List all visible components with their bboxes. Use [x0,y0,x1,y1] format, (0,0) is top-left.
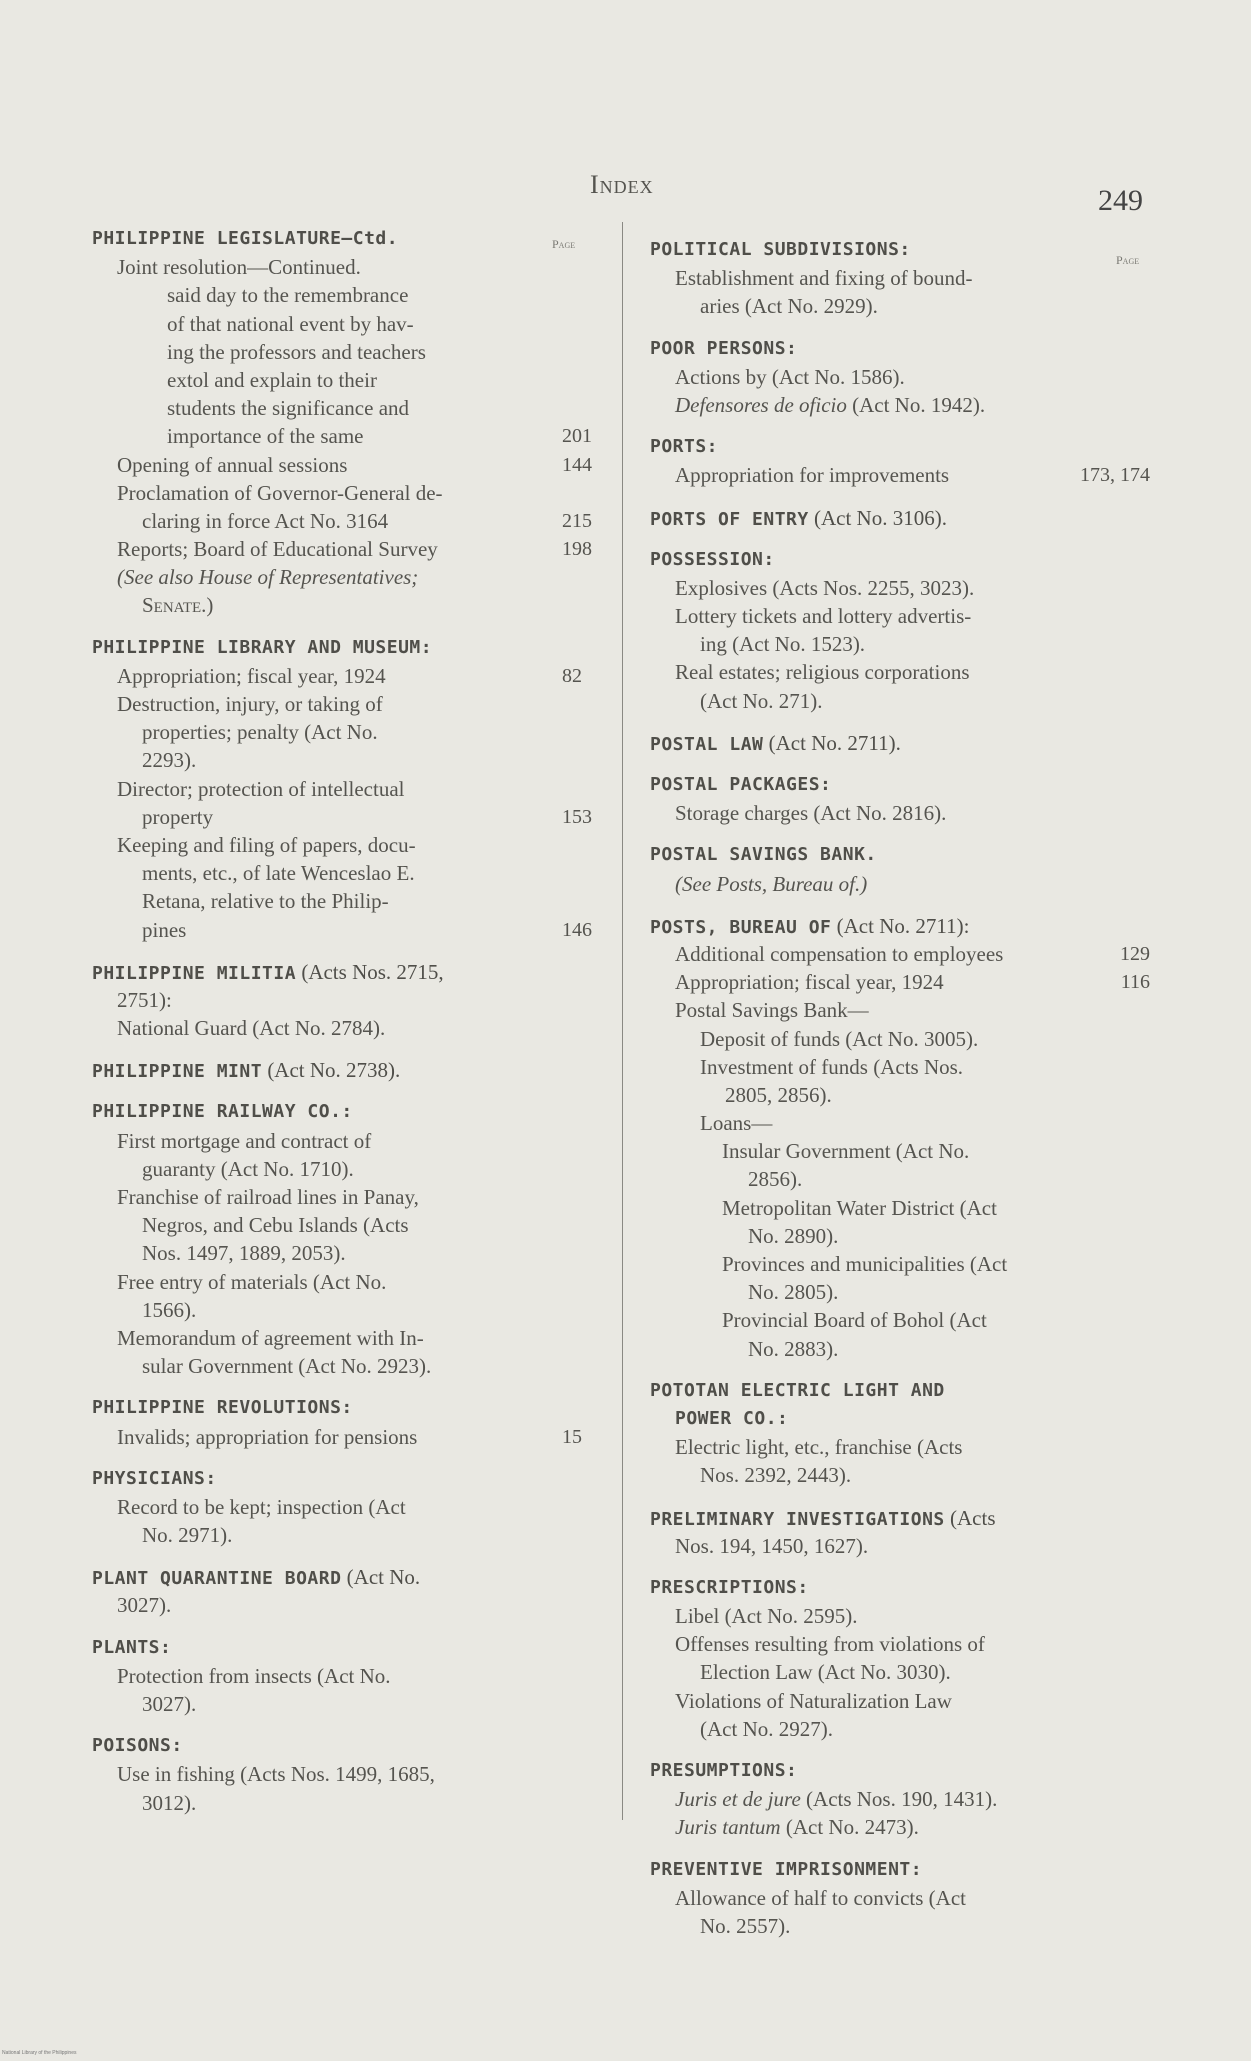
entry-text: POSSESSION: [650,548,775,570]
entry-text: Real estates; religious corporations [675,660,970,685]
entry-text: PHYSICIANS: [92,1467,217,1489]
entry-text: Actions by (Act No. 1586). [675,364,905,389]
entry-text: Loans— [700,1111,773,1136]
index-entry [650,1306,1150,1334]
index-entry [650,1658,1150,1686]
entry-text: Retana, relative to the Philip- [142,889,389,914]
entry-text: 3012). [142,1790,197,1815]
entry-text: sular Government (Act No. 2923). [142,1354,432,1379]
entry-text: Lottery tickets and lottery advertis- [675,604,972,629]
entry-text: aries (Act No. 2929). [700,294,878,319]
index-heading [650,1757,1150,1785]
entry-text: Explosives (Acts Nos. 2255, 3023). [675,575,975,600]
entry-text: (See Posts, Bureau of.) [675,871,868,896]
entry-text: POOR PERSONS: [650,337,798,359]
index-heading [92,1465,607,1493]
entry-text: PORTS: [650,436,719,458]
entry-reference: (Act No. 2738). [262,1058,401,1083]
entry-text: 2293). [142,748,197,773]
index-entry [650,1687,1150,1715]
entry-text: POISONS: [92,1735,183,1757]
page-reference: 15 [562,1425,582,1448]
scan-caption: National Library of the Philippines [2,2050,77,2056]
entry-text: Insular Government (Act No. [722,1139,970,1164]
entry-text: Memorandum of agreement with In- [117,1325,424,1350]
page-reference: 129 [1120,942,1150,965]
index-entry [92,986,607,1014]
entry-text: Joint resolution—Continued. [117,255,361,280]
index-entry [92,451,607,479]
index-entry [92,1296,607,1324]
index-entry [650,658,1150,686]
index-heading [650,1856,1150,1884]
index-heading [92,1634,607,1662]
entry-text: 2751): [117,987,172,1012]
entry-text: Keeping and filing of papers, docu- [117,832,416,857]
index-entry [92,563,607,591]
index-entry [650,968,1150,996]
index-entry [92,718,607,746]
entry-text: Nos. 2392, 2443). [700,1463,852,1488]
index-entry [650,1602,1150,1630]
index-heading [92,1563,607,1591]
entry-text: POLITICAL SUBDIVISIONS: [650,239,911,260]
index-heading [92,225,607,253]
entry-text: No. 2971). [142,1523,233,1548]
entry-text: No. 2805). [748,1280,839,1305]
entry-text: Metropolitan Water District (Act [722,1195,997,1220]
page-reference: 201 [562,425,592,448]
index-entry [92,831,607,859]
entry-text: 3027). [117,1593,172,1618]
page-title: Index [590,170,654,199]
entry-text: Defensores de oficio [675,392,847,417]
index-entry [92,1268,607,1296]
entry-text: PHILIPPINE LIBRARY AND MUSEUM: [92,636,433,658]
entry-text: Proclamation of Governor-General de- [117,480,443,505]
index-entry [92,1591,607,1619]
index-entry [92,662,607,690]
page-reference: 198 [562,538,592,561]
entry-text: Appropriation; fiscal year, 1924 [675,970,944,995]
entry-text: Postal Savings Bank— [675,998,869,1023]
entry-text: ing (Act No. 1523). [700,632,866,657]
entry-text: PHILIPPINE REVOLUTIONS: [92,1397,353,1419]
entry-text: Investment of funds (Acts Nos. [700,1054,964,1079]
index-entry [650,602,1150,630]
entry-text: No. 2890). [748,1223,839,1248]
index-entry [650,1137,1150,1165]
entry-reference: (Act No. 2711): [831,913,970,938]
index-entry [92,1324,607,1352]
index-entry [650,292,1150,320]
entry-text: property [142,804,214,829]
index-entry [650,264,1150,292]
index-entry [92,1493,607,1521]
entry-text: POWER CO.: [675,1407,789,1429]
entry-reference: (Act No. 2473). [780,1815,919,1840]
page-number: 249 [1098,184,1143,217]
index-heading [650,912,1150,940]
entry-text: Allowance of half to convicts (Act [675,1885,966,1910]
entry-text: 2805, 2856). [725,1082,832,1107]
index-entry [650,461,1150,489]
index-entry [650,1785,1150,1813]
entry-reference: (Acts Nos. 190, 1431). [800,1787,998,1812]
column-divider [622,222,623,1820]
entry-text: National Guard (Act No. 2784). [117,1016,386,1041]
index-entry [650,1630,1150,1658]
index-entry [92,591,607,619]
index-entry [92,310,607,338]
index-entry [92,1239,607,1267]
index-entry [650,687,1150,715]
index-entry [92,1423,607,1451]
entry-reference: (Acts Nos. 2715, [296,959,444,984]
entry-text: Nos. 194, 1450, 1627). [675,1533,869,1558]
entry-text: PREVENTIVE IMPRISONMENT: [650,1858,923,1880]
left-index-column [92,225,607,1817]
index-entry [92,338,607,366]
index-entry [650,1433,1150,1461]
entry-text: POTOTAN ELECTRIC LIGHT AND [650,1379,945,1401]
page-reference: 116 [1120,971,1150,994]
index-entry [650,1222,1150,1250]
entry-text: PLANT QUARANTINE BOARD [92,1568,342,1590]
index-heading [650,504,1150,532]
entry-text: ments, etc., of late Wenceslao E. [142,861,415,886]
entry-text: PHILIPPINE RAILWAY CO.: [92,1101,353,1123]
entry-text: Record to be kept; inspection (Act [117,1494,406,1519]
entry-text: Violations of Naturalization Law [675,1688,952,1713]
page-reference: 173, 174 [1080,464,1150,487]
index-entry [650,391,1150,419]
entry-text: PHILIPPINE MILITIA [92,962,297,984]
entry-reference: (Act No. [341,1565,421,1590]
entry-text: Storage charges (Act No. 2816). [675,801,947,826]
entry-reference: (Act No. 2711). [763,730,901,755]
index-entry [650,1278,1150,1306]
entry-text: PLANTS: [92,1636,172,1658]
index-entry [650,1194,1150,1222]
entry-text: (Act No. 271). [700,688,823,713]
index-entry [650,630,1150,658]
entry-text: Director; protection of intellectual [117,776,405,801]
entry-text: Franchise of railroad lines in Panay, [117,1185,419,1209]
entry-text: properties; penalty (Act No. [142,720,378,745]
index-entry [92,1155,607,1183]
entry-text: guaranty (Act No. 1710). [142,1156,354,1181]
entry-text: Appropriation; fiscal year, 1924 [117,663,386,688]
entry-text: PHILIPPINE LEGISLATURE—Ctd. [92,228,399,249]
entry-text: 1566). [142,1297,197,1322]
index-entry [92,1521,607,1549]
entry-text: Provinces and municipalities (Act [722,1252,1008,1276]
index-entry [650,363,1150,391]
entry-text: Negros, and Cebu Islands (Acts [142,1213,409,1238]
index-heading [92,1098,607,1126]
index-heading [650,236,1150,264]
index-entry [650,799,1150,827]
index-entry [92,253,607,281]
index-heading [650,729,1150,757]
index-entry [92,746,607,774]
left-page-column-head: Page [552,237,576,251]
index-entry [650,940,1150,968]
index-entry [92,916,607,944]
index-entry [650,1912,1150,1940]
entry-text: No. 2557). [700,1913,791,1938]
index-entry [92,887,607,915]
entry-text: Free entry of materials (Act No. [117,1269,387,1294]
index-entry [92,394,607,422]
entry-text: POSTS, BUREAU OF [650,916,832,938]
index-heading [650,335,1150,363]
index-entry [650,1053,1150,1081]
index-entry [650,996,1150,1024]
page-reference: 82 [562,664,582,687]
index-entry [92,775,607,803]
index-entry [92,422,607,450]
index-heading [92,1394,607,1422]
index-entry [92,690,607,718]
index-entry [650,1715,1150,1743]
entry-text: POSTAL LAW [650,733,764,755]
index-entry [650,1250,1150,1278]
index-entry [650,1335,1150,1363]
entry-text: Opening of annual sessions [117,452,348,477]
entry-text: 3027). [142,1692,197,1716]
entry-reference: (Act No. 3106). [808,505,947,530]
index-entry [92,479,607,507]
index-entry [92,1662,607,1690]
entry-text: Use in fishing (Acts Nos. 1499, 1685, [117,1762,435,1787]
entry-reference: (Acts [944,1505,996,1530]
entry-text: Nos. 1497, 1889, 2053). [142,1241,346,1266]
entry-text: PRESUMPTIONS: [650,1760,798,1781]
right-index-column [650,236,1150,1940]
entry-text: PORTS OF ENTRY [650,508,809,530]
entry-text: Juris tantum [675,1815,781,1840]
index-entry [92,1690,607,1718]
index-entry [650,870,1150,898]
entry-text: importance of the same [167,424,364,449]
index-entry [92,366,607,394]
index-entry [92,1211,607,1239]
index-heading [92,958,607,986]
entry-text: Additional compensation to employees [675,941,1004,966]
entry-text: Election Law (Act No. 3030). [700,1660,951,1685]
index-entry [650,1813,1150,1841]
index-heading [92,1056,607,1084]
entry-text: Libel (Act No. 2595). [675,1604,858,1629]
index-entry [650,1165,1150,1193]
entry-text: Provincial Board of Bohol (Act [722,1308,987,1333]
index-heading [650,1377,1150,1405]
page-reference: 153 [562,805,592,828]
entry-text: Juris et de jure [675,1787,801,1812]
index-entry [92,535,607,563]
entry-text: PRELIMINARY INVESTIGATIONS [650,1508,945,1530]
entry-text: (Act No. 2927). [700,1716,833,1741]
index-heading [650,841,1150,869]
index-heading [92,634,607,662]
index-heading [650,433,1150,461]
index-entry [650,1884,1150,1912]
entry-text: Protection from insects (Act No. [117,1663,391,1688]
entry-text: POSTAL SAVINGS BANK. [650,844,877,866]
index-heading [650,1574,1150,1602]
entry-text: pines [142,917,187,942]
index-heading [650,771,1150,799]
entry-text: Reports; Board of Educational Survey [117,537,438,562]
index-heading [650,1405,1150,1433]
index-heading [92,1732,607,1760]
entry-text: POSTAL PACKAGES: [650,774,832,795]
entry-text: ing the professors and teachers [167,339,426,364]
index-entry [92,859,607,887]
entry-text: Destruction, injury, or taking of [117,692,383,716]
entry-text: Deposit of funds (Act No. 3005). [700,1026,979,1051]
entry-text: 2856). [748,1167,803,1192]
entry-text: said day to the remembrance [167,283,409,308]
index-entry [92,1183,607,1211]
index-entry [650,1109,1150,1137]
entry-text: Electric light, etc., franchise (Acts [675,1435,963,1460]
index-entry [92,507,607,535]
index-entry [92,1014,607,1042]
index-entry [92,1352,607,1380]
entry-text: No. 2883). [748,1336,839,1361]
index-entry [650,1461,1150,1489]
entry-text: extol and explain to their [167,367,377,392]
index-entry [650,574,1150,602]
page-reference: 144 [562,453,592,476]
index-entry [650,1532,1150,1560]
index-entry [92,1127,607,1155]
entry-text: (See also House of Representatives; [117,565,419,590]
entry-text: claring in force Act No. 3164 [142,508,389,533]
index-heading [650,546,1150,574]
index-entry [92,1760,607,1788]
index-entry [92,281,607,309]
entry-text: Appropriation for improvements [675,463,950,488]
entry-text: Senate.) [142,593,214,618]
entry-text: of that national event by hav- [167,311,414,336]
index-entry [92,803,607,831]
entry-text: PHILIPPINE MINT [92,1061,263,1083]
page-reference: 215 [562,509,592,532]
entry-text: Establishment and fixing of bound- [675,266,973,291]
entry-text: Offenses resulting from violations of [675,1632,985,1657]
index-heading [650,1504,1150,1532]
index-entry [92,1789,607,1817]
right-page-column-head: Page [1116,253,1140,267]
entry-text: students the significance and [167,396,410,421]
entry-text: Invalids; appropriation for pensions [117,1424,418,1449]
entry-text: PRESCRIPTIONS: [650,1576,809,1598]
page-reference: 146 [562,918,592,941]
entry-reference: (Act No. 1942). [846,392,986,417]
entry-text: First mortgage and contract of [117,1128,372,1153]
index-entry [650,1025,1150,1053]
index-entry [650,1081,1150,1109]
